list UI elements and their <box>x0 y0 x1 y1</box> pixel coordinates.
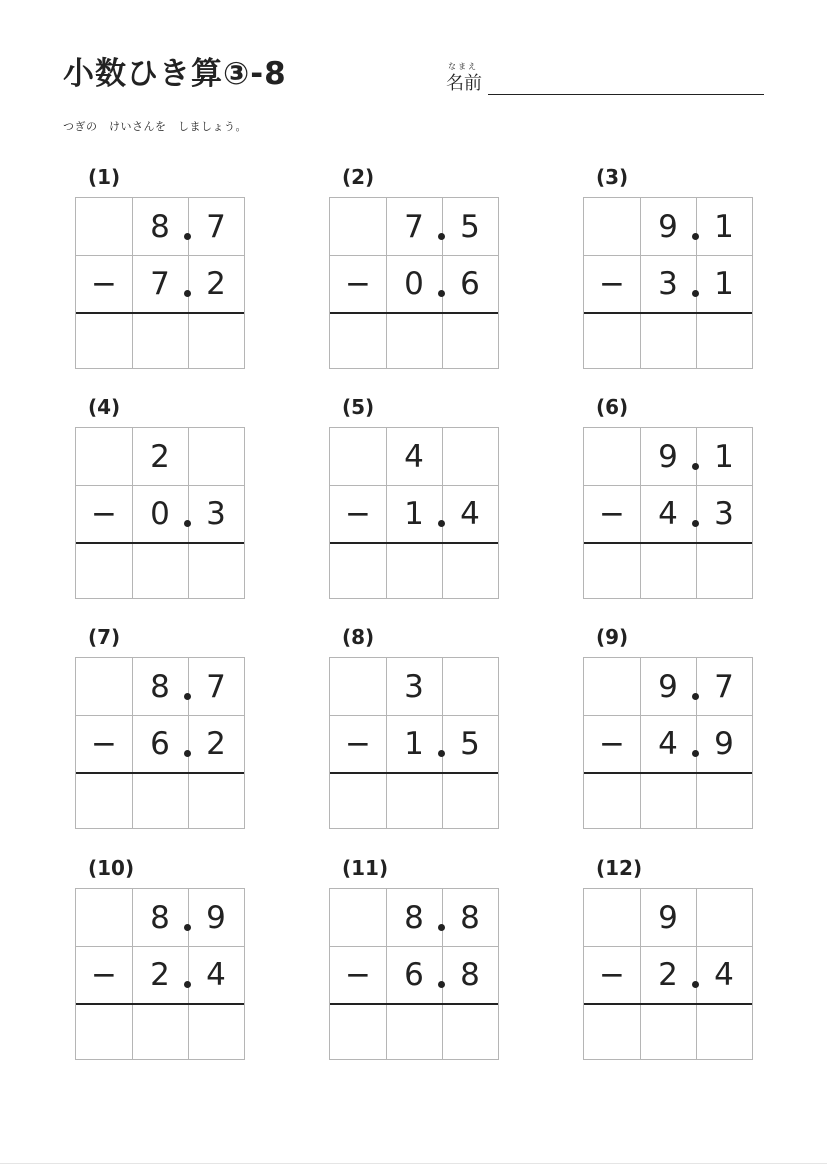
bottom-digit: 4 <box>658 725 678 762</box>
bottom-digit: 4 <box>460 495 480 532</box>
minus-sign: − <box>91 725 117 762</box>
bottom-digit: 2 <box>206 725 226 762</box>
answer-cell[interactable] <box>330 542 386 599</box>
answer-cell[interactable] <box>330 1003 386 1060</box>
empty-cell <box>330 198 386 255</box>
decimal-point <box>438 981 445 988</box>
answer-cell[interactable] <box>442 312 498 369</box>
top-digit: 1 <box>714 208 734 245</box>
decimal-point <box>184 693 191 700</box>
answer-cell[interactable] <box>584 542 640 599</box>
top-digit: 8 <box>150 899 170 936</box>
decimal-point <box>184 290 191 297</box>
minus-sign: − <box>91 265 117 302</box>
calculation-grid <box>75 888 245 1060</box>
decimal-point <box>438 520 445 527</box>
empty-cell <box>584 198 640 255</box>
calculation-grid <box>329 657 499 829</box>
bottom-digit: 2 <box>658 956 678 993</box>
top-digit: 9 <box>658 668 678 705</box>
worksheet-title: 小数ひき算③-8 <box>63 56 287 92</box>
bottom-digit: 7 <box>150 265 170 302</box>
minus-sign: − <box>91 956 117 993</box>
answer-cell[interactable] <box>132 542 188 599</box>
minus-sign: − <box>345 956 371 993</box>
empty-cell <box>76 198 132 255</box>
problem-number: (3) <box>596 165 629 189</box>
answer-cell[interactable] <box>442 772 498 829</box>
decimal-point <box>692 463 699 470</box>
bottom-digit: 0 <box>150 495 170 532</box>
bottom-digit: 6 <box>404 956 424 993</box>
problem-1 <box>75 167 245 377</box>
answer-cell[interactable] <box>442 1003 498 1060</box>
calculation-grid <box>583 657 753 829</box>
answer-cell[interactable] <box>386 312 442 369</box>
empty-cell <box>584 428 640 485</box>
answer-cell[interactable] <box>188 1003 244 1060</box>
answer-cell[interactable] <box>330 772 386 829</box>
problem-7 <box>75 627 245 837</box>
answer-cell[interactable] <box>640 1003 696 1060</box>
problem-number: (8) <box>342 625 375 649</box>
answer-cell[interactable] <box>188 312 244 369</box>
bottom-digit: 3 <box>714 495 734 532</box>
decimal-point <box>438 924 445 931</box>
top-digit: 2 <box>150 438 170 475</box>
top-digit: 8 <box>150 208 170 245</box>
decimal-point <box>184 981 191 988</box>
calculation-grid <box>329 427 499 599</box>
top-digit: 8 <box>460 899 480 936</box>
top-digit: 4 <box>404 438 424 475</box>
top-digit: 7 <box>714 668 734 705</box>
answer-cell[interactable] <box>584 1003 640 1060</box>
problem-number: (9) <box>596 625 629 649</box>
problem-2 <box>329 167 499 377</box>
empty-cell <box>330 889 386 946</box>
bottom-digit: 1 <box>404 495 424 532</box>
top-digit: 7 <box>206 668 226 705</box>
minus-sign: − <box>599 725 625 762</box>
problem-4 <box>75 397 245 607</box>
answer-cell[interactable] <box>696 542 752 599</box>
bottom-digit: 1 <box>714 265 734 302</box>
top-digit: 1 <box>714 438 734 475</box>
bottom-digit: 1 <box>404 725 424 762</box>
decimal-point <box>184 924 191 931</box>
problem-6 <box>583 397 753 607</box>
bottom-digit: 4 <box>658 495 678 532</box>
calculation-grid <box>583 888 753 1060</box>
problem-number: (12) <box>596 856 643 880</box>
bottom-digit: 6 <box>150 725 170 762</box>
top-digit: 5 <box>460 208 480 245</box>
problem-number: (1) <box>88 165 121 189</box>
answer-cell[interactable] <box>386 772 442 829</box>
answer-cell[interactable] <box>76 1003 132 1060</box>
name-label: 名前 <box>446 73 482 94</box>
decimal-point <box>184 520 191 527</box>
decimal-point <box>692 693 699 700</box>
problem-12 <box>583 858 753 1068</box>
problem-number: (4) <box>88 395 121 419</box>
answer-cell[interactable] <box>132 1003 188 1060</box>
calculation-grid <box>583 197 753 369</box>
answer-cell[interactable] <box>640 542 696 599</box>
answer-cell[interactable] <box>330 312 386 369</box>
problem-number: (7) <box>88 625 121 649</box>
top-digit: 8 <box>404 899 424 936</box>
answer-cell[interactable] <box>584 772 640 829</box>
bottom-digit: 8 <box>460 956 480 993</box>
decimal-point <box>692 750 699 757</box>
decimal-point <box>438 233 445 240</box>
minus-sign: − <box>345 725 371 762</box>
minus-sign: − <box>599 495 625 532</box>
problem-number: (10) <box>88 856 135 880</box>
answer-cell[interactable] <box>132 772 188 829</box>
bottom-digit: 3 <box>206 495 226 532</box>
problem-8 <box>329 627 499 837</box>
answer-cell[interactable] <box>76 772 132 829</box>
answer-cell[interactable] <box>188 772 244 829</box>
bottom-digit: 9 <box>714 725 734 762</box>
answer-cell[interactable] <box>696 1003 752 1060</box>
answer-cell[interactable] <box>696 772 752 829</box>
minus-sign: − <box>345 495 371 532</box>
problem-11 <box>329 858 499 1068</box>
minus-sign: − <box>599 956 625 993</box>
bottom-digit: 2 <box>206 265 226 302</box>
answer-cell[interactable] <box>442 542 498 599</box>
top-digit <box>442 428 498 485</box>
top-digit: 8 <box>150 668 170 705</box>
bottom-digit: 2 <box>150 956 170 993</box>
top-digit: 9 <box>658 438 678 475</box>
top-digit: 3 <box>404 668 424 705</box>
minus-sign: − <box>91 495 117 532</box>
top-digit: 7 <box>206 208 226 245</box>
empty-cell <box>330 428 386 485</box>
name-ruby: なまえ <box>448 62 478 71</box>
calculation-grid <box>583 427 753 599</box>
decimal-point <box>184 233 191 240</box>
minus-sign: − <box>599 265 625 302</box>
answer-cell[interactable] <box>696 312 752 369</box>
empty-cell <box>330 658 386 715</box>
decimal-point <box>692 981 699 988</box>
calculation-grid <box>75 427 245 599</box>
footer-divider <box>0 1163 827 1164</box>
calculation-grid <box>75 657 245 829</box>
minus-sign: − <box>345 265 371 302</box>
problem-number: (11) <box>342 856 389 880</box>
decimal-point <box>692 233 699 240</box>
top-digit: 9 <box>658 899 678 936</box>
answer-cell[interactable] <box>76 542 132 599</box>
calculation-grid <box>329 888 499 1060</box>
bottom-digit: 3 <box>658 265 678 302</box>
decimal-point <box>184 750 191 757</box>
empty-cell <box>584 889 640 946</box>
answer-cell[interactable] <box>386 542 442 599</box>
problem-number: (2) <box>342 165 375 189</box>
top-digit: 9 <box>206 899 226 936</box>
decimal-point <box>692 290 699 297</box>
instruction-text: つぎの けいさんを しましょう。 <box>63 120 247 133</box>
top-digit: 7 <box>404 208 424 245</box>
answer-cell[interactable] <box>640 312 696 369</box>
answer-cell[interactable] <box>640 772 696 829</box>
top-digit <box>696 889 752 946</box>
problem-9 <box>583 627 753 837</box>
empty-cell <box>76 428 132 485</box>
answer-cell[interactable] <box>386 1003 442 1060</box>
decimal-point <box>692 520 699 527</box>
empty-cell <box>76 658 132 715</box>
answer-cell[interactable] <box>188 542 244 599</box>
bottom-digit: 6 <box>460 265 480 302</box>
name-input-line[interactable] <box>488 94 764 95</box>
answer-cell[interactable] <box>132 312 188 369</box>
bottom-digit: 0 <box>404 265 424 302</box>
problem-3 <box>583 167 753 377</box>
decimal-point <box>438 290 445 297</box>
top-digit <box>442 658 498 715</box>
answer-cell[interactable] <box>584 312 640 369</box>
problem-5 <box>329 397 499 607</box>
bottom-digit: 4 <box>714 956 734 993</box>
calculation-grid <box>329 197 499 369</box>
calculation-grid <box>75 197 245 369</box>
top-digit <box>188 428 244 485</box>
problem-number: (5) <box>342 395 375 419</box>
bottom-digit: 4 <box>206 956 226 993</box>
bottom-digit: 5 <box>460 725 480 762</box>
problem-10 <box>75 858 245 1068</box>
problem-number: (6) <box>596 395 629 419</box>
top-digit: 9 <box>658 208 678 245</box>
answer-cell[interactable] <box>76 312 132 369</box>
empty-cell <box>584 658 640 715</box>
decimal-point <box>438 750 445 757</box>
empty-cell <box>76 889 132 946</box>
